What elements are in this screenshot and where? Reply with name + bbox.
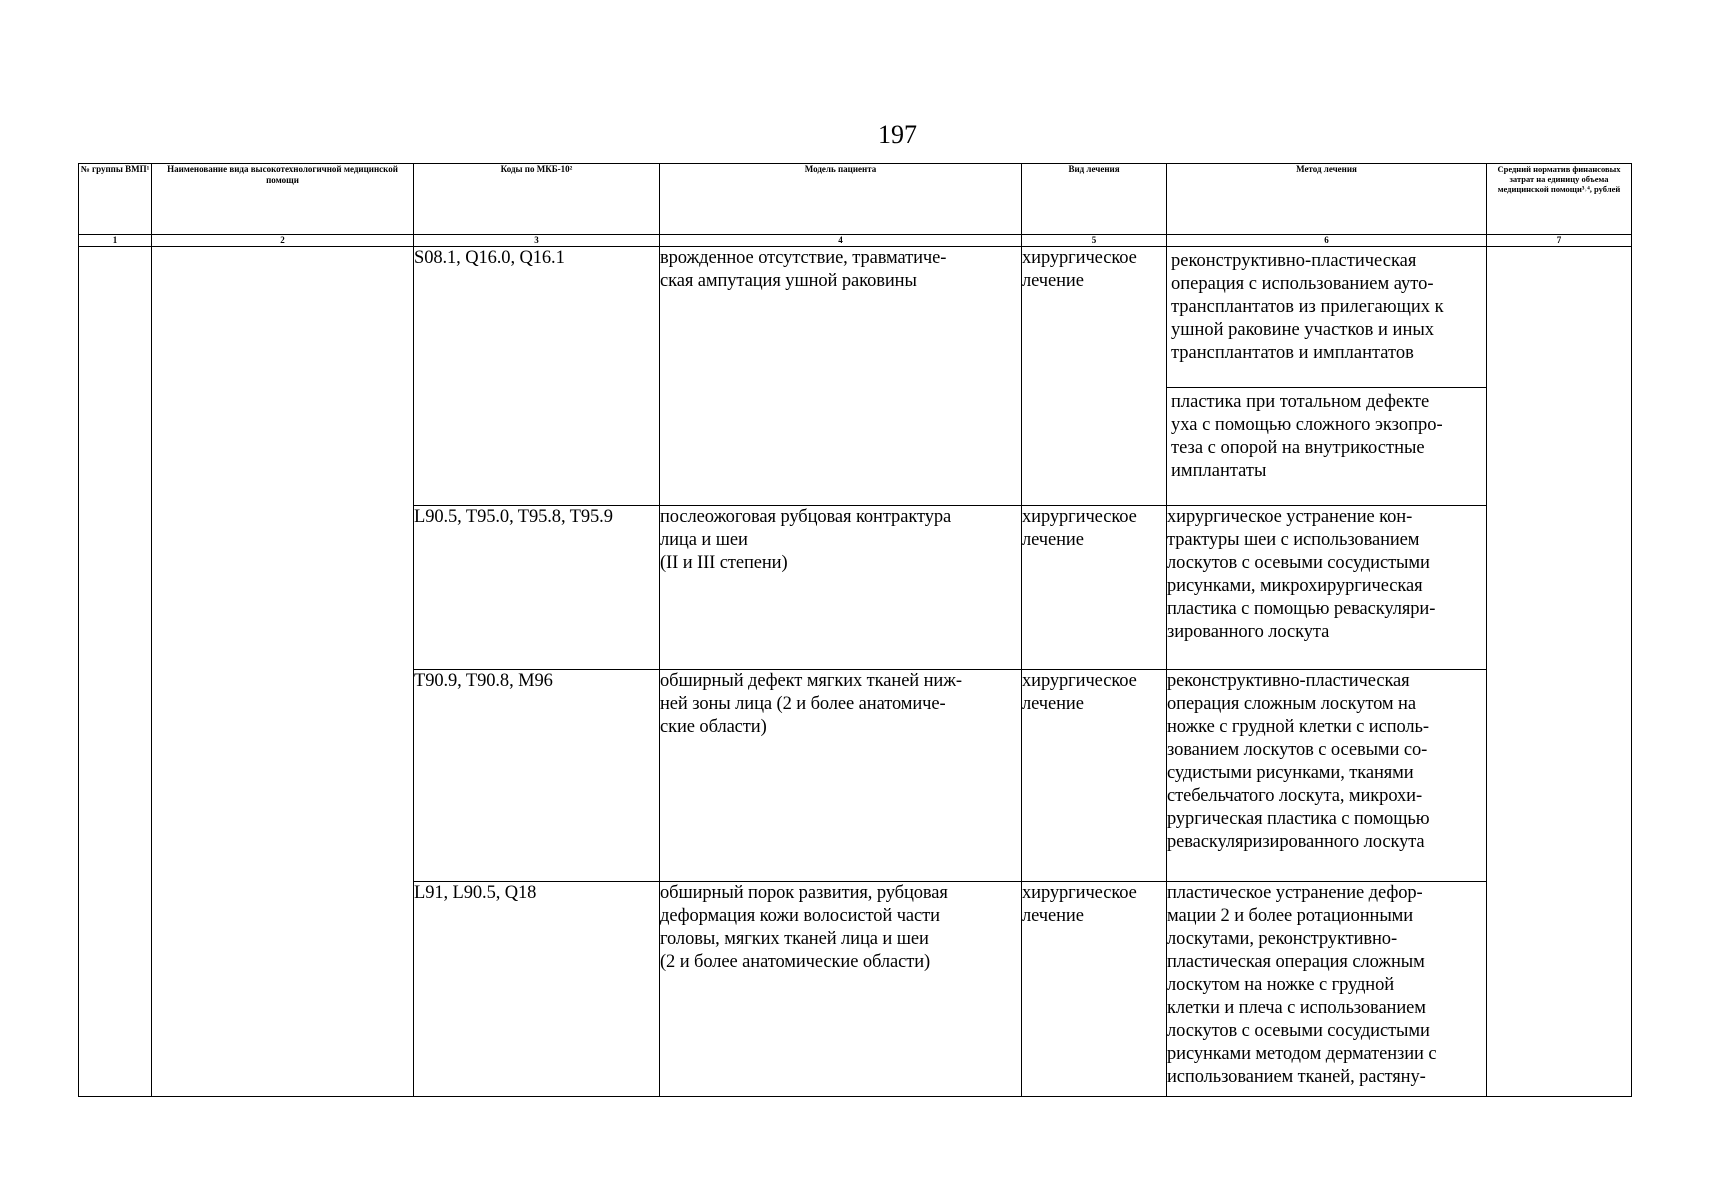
- text-line: пластическая операция сложным: [1167, 952, 1425, 972]
- text-line: лоскутов с осевыми сосудистыми: [1167, 553, 1430, 573]
- patient-model-cell: [660, 670, 1022, 882]
- text-line: клетки и плеча с использованием: [1167, 998, 1426, 1018]
- text-line: (II и III степени): [660, 553, 788, 573]
- text-line: лоскутом на ножке с грудной: [1167, 975, 1395, 995]
- text-line: пластическое устранение дефор-: [1167, 883, 1423, 903]
- header-care-type-name: Наименование вида высокотехнологичной медицинской помощи: [152, 164, 414, 235]
- text-line: реконструктивно-пластическая: [1167, 671, 1410, 691]
- treatment-type-cell: [1022, 247, 1167, 506]
- text-line: ней зоны лица (2 и более анатомиче-: [660, 694, 946, 714]
- text-line: ские области): [660, 717, 767, 737]
- column-number: 3: [414, 235, 660, 247]
- text-line: ская ампутация ушной раковины: [660, 271, 917, 291]
- text-line: рисунками методом дерматензии с: [1167, 1044, 1437, 1064]
- text-line: операция с использованием ауто-: [1171, 274, 1434, 294]
- text-line: мации 2 и более ротационными: [1167, 906, 1414, 926]
- header-cost-standard: Средний норматив финансовых затрат на единицу объема медицинской помощи³˒⁴, рублей: [1487, 164, 1632, 235]
- method-block: [1167, 247, 1486, 387]
- text-line: операция сложным лоскутом на: [1167, 694, 1416, 714]
- icd-codes-cell: T90.9, T90.8, M96: [414, 670, 660, 882]
- text-line: лица и шеи: [660, 530, 748, 550]
- patient-model-cell: [660, 882, 1022, 1097]
- patient-model-cell: [660, 506, 1022, 670]
- text-line: лоскутами, реконструктивно-: [1167, 929, 1398, 949]
- patient-model-cell: [660, 247, 1022, 506]
- text-line: пластика с помощью реваскуляри-: [1167, 599, 1436, 619]
- text-line: стебельчатого лоскута, микрохи-: [1167, 786, 1423, 806]
- text-line: деформация кожи волосистой части: [660, 906, 940, 926]
- cost-standard-cell: [1487, 247, 1632, 1097]
- text-line: рургическая пластика с помощью: [1167, 809, 1430, 829]
- treatment-method-cell: [1167, 247, 1487, 506]
- icd-codes-cell: L90.5, T95.0, T95.8, T95.9: [414, 506, 660, 670]
- text-line: хирургическое устранение кон-: [1167, 507, 1413, 527]
- column-number: 7: [1487, 235, 1632, 247]
- text-line: обширный порок развития, рубцовая: [660, 883, 948, 903]
- icd-codes-cell: L91, L90.5, Q18: [414, 882, 660, 1097]
- text-line: зованием лоскутов с осевыми со-: [1167, 740, 1428, 760]
- text-line: хирургическое: [1022, 883, 1137, 903]
- text-line: трансплантатов из прилегающих к: [1171, 297, 1444, 317]
- text-line: лечение: [1022, 271, 1084, 291]
- treatment-method-cell: [1167, 506, 1487, 670]
- text-line: хирургическое: [1022, 507, 1137, 527]
- header-treatment-type: Вид лечения: [1022, 164, 1167, 235]
- text-line: трактуры шеи с использованием: [1167, 530, 1420, 550]
- icd-codes-cell: S08.1, Q16.0, Q16.1: [414, 247, 660, 506]
- text-line: хирургическое: [1022, 248, 1137, 268]
- text-line: уха с помощью сложного экзопро-: [1171, 415, 1443, 435]
- treatment-type-cell: [1022, 506, 1167, 670]
- header-treatment-method: Метод лечения: [1167, 164, 1487, 235]
- text-line: рисунками, микрохирургическая: [1167, 576, 1423, 596]
- text-line: хирургическое: [1022, 671, 1137, 691]
- text-line: ножке с грудной клетки с исполь-: [1167, 717, 1429, 737]
- text-line: зированного лоскута: [1167, 622, 1330, 642]
- text-line: лечение: [1022, 906, 1084, 926]
- text-line: теза с опорой на внутрикостные: [1171, 438, 1425, 458]
- text-line: лечение: [1022, 694, 1084, 714]
- text-line: трансплантатов и имплантатов: [1171, 343, 1414, 363]
- column-number: 1: [79, 235, 152, 247]
- text-line: судистыми рисунками, тканями: [1167, 763, 1414, 783]
- text-line: послеожоговая рубцовая контрактура: [660, 507, 952, 527]
- text-line: (2 и более анатомические области): [660, 952, 931, 972]
- column-number: 4: [660, 235, 1022, 247]
- table-row: [79, 247, 1632, 506]
- text-line: реваскуляризированного лоскута: [1167, 832, 1425, 852]
- text-line: врожденное отсутствие, травматиче-: [660, 248, 947, 268]
- text-line: ушной раковине участков и иных: [1171, 320, 1435, 340]
- header-group-number: № группы ВМП¹: [79, 164, 152, 235]
- column-number: 2: [152, 235, 414, 247]
- treatment-type-cell: [1022, 670, 1167, 882]
- text-line: реконструктивно-пластическая: [1171, 251, 1417, 271]
- method-block: [1167, 388, 1486, 483]
- treatment-method-cell: [1167, 882, 1487, 1097]
- column-number-row: [79, 235, 1632, 247]
- group-number-cell: [79, 247, 152, 1097]
- table-header-row: [79, 164, 1632, 235]
- medical-care-table: [78, 163, 1632, 1097]
- text-line: лоскутов с осевыми сосудистыми: [1167, 1021, 1430, 1041]
- treatment-type-cell: [1022, 882, 1167, 1097]
- text-line: имплантаты: [1171, 461, 1267, 481]
- care-type-name-cell: [152, 247, 414, 1097]
- column-number: 5: [1022, 235, 1167, 247]
- text-line: лечение: [1022, 530, 1084, 550]
- column-number: 6: [1167, 235, 1487, 247]
- text-line: головы, мягких тканей лица и шеи: [660, 929, 929, 949]
- text-line: использованием тканей, растяну-: [1167, 1067, 1426, 1087]
- text-line: обширный дефект мягких тканей ниж-: [660, 671, 962, 691]
- treatment-method-cell: [1167, 670, 1487, 882]
- page-number: 197: [878, 120, 917, 149]
- header-patient-model: Модель пациента: [660, 164, 1022, 235]
- header-icd-codes: Коды по МКБ-10²: [414, 164, 660, 235]
- text-line: пластика при тотальном дефекте: [1171, 392, 1430, 412]
